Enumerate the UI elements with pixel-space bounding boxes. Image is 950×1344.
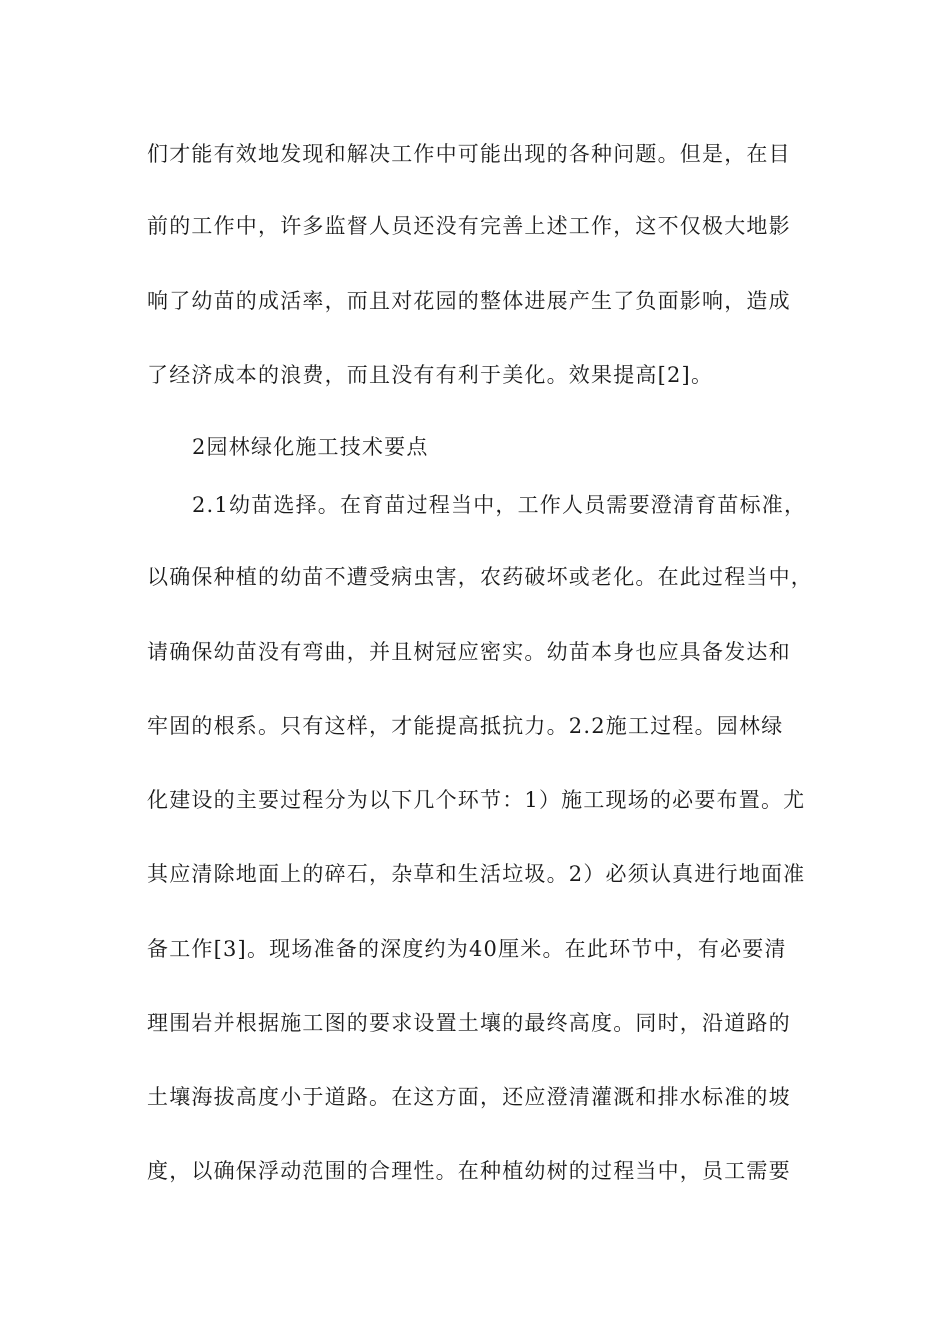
section-heading: 2园林绿化施工技术要点 bbox=[192, 435, 429, 459]
text-line: 度，以确保浮动范围的合理性。在种植幼树的过程当中，员工需要 bbox=[147, 1159, 791, 1183]
text-line: 请确保幼苗没有弯曲，并且树冠应密实。幼苗本身也应具备发达和 bbox=[147, 640, 791, 664]
text-line: 理围岩并根据施工图的要求设置土壤的最终高度。同时，沿道路的 bbox=[147, 1011, 791, 1035]
text-line: 了经济成本的浪费，而且没有有利于美化。效果提高[2]。 bbox=[147, 363, 714, 387]
text-line: 牢固的根系。只有这样，才能提高抵抗力。2.2施工过程。园林绿 bbox=[147, 714, 784, 738]
text-line: 2.1幼苗选择。在育苗过程当中，工作人员需要澄清育苗标准， bbox=[192, 493, 807, 517]
text-line: 以确保种植的幼苗不遭受病虫害，农药破坏或老化。在此过程当中， bbox=[147, 565, 813, 589]
text-line: 响了幼苗的成活率，而且对花园的整体进展产生了负面影响，造成 bbox=[147, 289, 791, 313]
text-line: 化建设的主要过程分为以下几个环节：1）施工现场的必要布置。尤 bbox=[147, 788, 806, 812]
text-line: 前的工作中，许多监督人员还没有完善上述工作，这不仅极大地影 bbox=[147, 214, 791, 238]
text-line: 备工作[3]。现场准备的深度约为40厘米。在此环节中，有必要清 bbox=[147, 937, 787, 961]
text-line: 其应清除地面上的碎石，杂草和生活垃圾。2）必须认真进行地面准 bbox=[147, 862, 806, 886]
text-line: 土壤海拔高度小于道路。在这方面，还应澄清灌溉和排水标准的坡 bbox=[147, 1085, 791, 1109]
text-line: 们才能有效地发现和解决工作中可能出现的各种问题。但是，在目 bbox=[147, 142, 791, 166]
